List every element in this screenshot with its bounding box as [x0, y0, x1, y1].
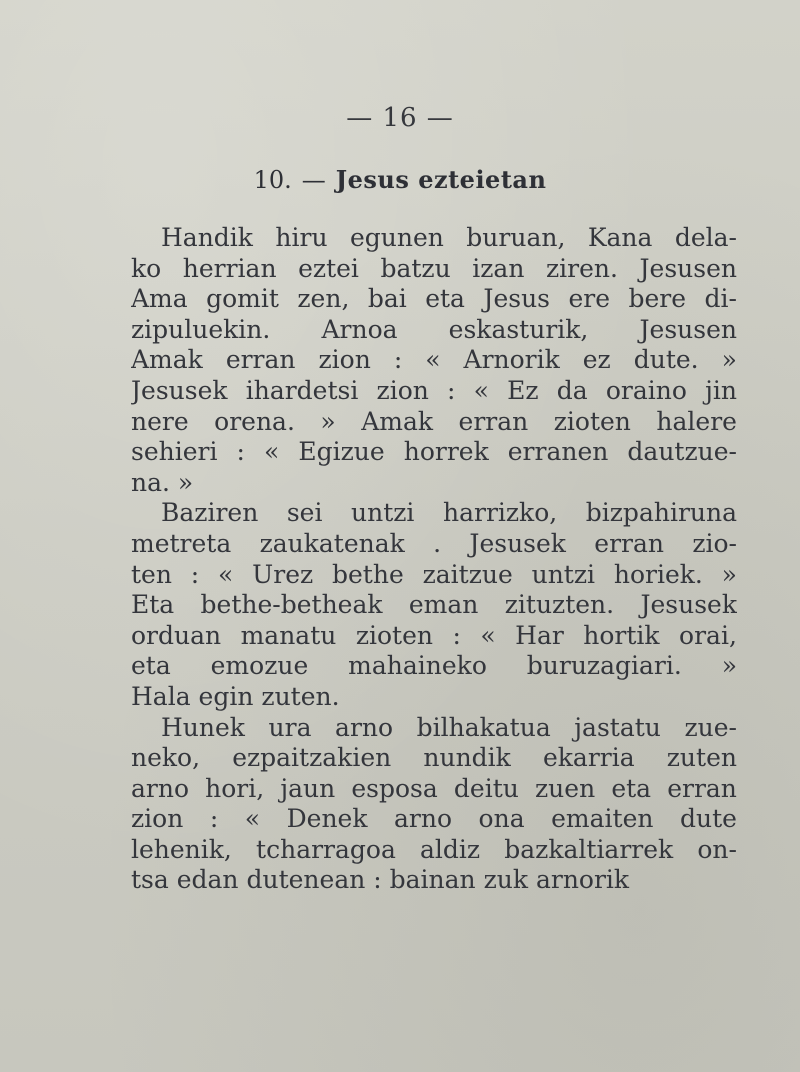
- word: Jesusek: [469, 528, 566, 558]
- word: herrian: [182, 253, 277, 283]
- word: jaun: [280, 773, 336, 803]
- paragraph-2: [131, 498, 737, 712]
- word: bethe-betheak: [200, 590, 383, 620]
- word: lehenik,: [131, 834, 232, 864]
- word: Amak: [361, 406, 434, 436]
- word: bai: [367, 284, 407, 314]
- word: zaitzue: [422, 559, 513, 589]
- word: zituzten.: [504, 590, 615, 620]
- word: orduan: [131, 620, 222, 650]
- word: Jesusen: [639, 253, 737, 283]
- word: zipuluekin.: [131, 314, 271, 344]
- chapter-title: Jesus ezteietan: [335, 165, 547, 194]
- text-line: [131, 774, 737, 805]
- word: bilhakatua: [416, 712, 551, 742]
- word: hortik: [583, 620, 660, 650]
- text-line: [131, 560, 737, 591]
- word: zioten: [553, 406, 631, 436]
- text-line: [131, 468, 737, 499]
- line-text: Hala egin zuten.: [131, 681, 340, 711]
- word: ten: [131, 559, 172, 589]
- word: esposa: [351, 773, 438, 803]
- word: oraino: [605, 375, 687, 405]
- word: :: [209, 804, 219, 834]
- text-line: [131, 376, 737, 407]
- text-line: [131, 651, 737, 682]
- word: jin: [705, 375, 737, 405]
- word: ko: [131, 253, 162, 283]
- word: Amak: [131, 345, 203, 375]
- word: zion: [318, 345, 371, 375]
- text-line: [131, 345, 737, 376]
- word: ona: [478, 804, 525, 834]
- text-line: [131, 315, 737, 346]
- chapter-separator: —: [301, 166, 326, 194]
- word: egunen: [349, 223, 444, 252]
- word: emaiten: [551, 804, 654, 834]
- word: ezpaitzakien: [232, 743, 392, 773]
- word: erran: [225, 345, 296, 375]
- word: untzi: [531, 559, 596, 589]
- text-line: [131, 529, 737, 560]
- word: sei: [286, 498, 323, 528]
- word: halere: [656, 406, 737, 436]
- word: arno: [394, 804, 453, 834]
- word: zuen: [535, 773, 596, 803]
- word: Handik: [161, 223, 253, 252]
- word: ura: [268, 712, 312, 742]
- word: Hunek: [161, 712, 245, 742]
- paragraph-1: [131, 223, 737, 498]
- word: di-: [704, 284, 737, 314]
- text-line: [131, 743, 737, 774]
- word: eskasturik,: [448, 314, 589, 344]
- word: :: [190, 559, 200, 589]
- text-line: [131, 590, 737, 621]
- text-line: [131, 835, 737, 866]
- word: zio-: [692, 528, 737, 558]
- word: erran: [458, 406, 529, 436]
- word: arno: [335, 712, 394, 742]
- word: on-: [697, 834, 737, 864]
- word: Urez: [252, 559, 314, 589]
- word: eztei: [298, 253, 359, 283]
- word: zion: [131, 804, 184, 834]
- text-line: [131, 621, 737, 652]
- word: buruan,: [466, 223, 566, 252]
- text-line: [131, 407, 737, 438]
- word: Arnoa: [321, 314, 398, 344]
- word: sehieri: [131, 437, 218, 467]
- text-line: [131, 437, 737, 468]
- word: buruzagiari.: [526, 651, 682, 681]
- word: bethe: [332, 559, 404, 589]
- word: .: [433, 528, 442, 558]
- word: :: [393, 345, 403, 375]
- word: Jesusek: [131, 375, 228, 405]
- word: zaukatenak: [259, 528, 405, 558]
- word: «: [264, 437, 280, 467]
- word: da: [556, 375, 588, 405]
- word: Jesus: [483, 284, 550, 314]
- word: Jesusek: [640, 590, 737, 620]
- body-text: [131, 223, 737, 896]
- word: metreta: [131, 528, 232, 558]
- word: «: [425, 345, 441, 375]
- word: ekarria: [542, 743, 635, 773]
- word: bazkaltiarrek: [504, 834, 674, 864]
- word: horrek: [403, 437, 489, 467]
- line-text: na. »: [131, 467, 194, 497]
- text-line: [131, 682, 737, 713]
- word: ez: [582, 345, 611, 375]
- word: erran: [594, 528, 664, 558]
- word: »: [320, 406, 336, 436]
- word: izan: [472, 253, 525, 283]
- word: horiek.: [613, 559, 703, 589]
- word: nundik: [423, 743, 511, 773]
- word: ihardetsi: [245, 375, 359, 405]
- word: neko,: [131, 743, 201, 773]
- word: nere: [131, 406, 189, 436]
- chapter-heading: [0, 165, 800, 194]
- word: aldiz: [420, 834, 481, 864]
- word: zen,: [297, 284, 350, 314]
- word: Denek: [286, 804, 368, 834]
- word: bizpahiruna: [585, 498, 737, 528]
- word: manatu: [240, 620, 337, 650]
- word: dautzue-: [627, 437, 737, 467]
- chapter-number: 10.: [253, 166, 292, 194]
- word: dute: [679, 804, 737, 834]
- word: emozue: [210, 651, 309, 681]
- word: deitu: [453, 773, 519, 803]
- word: Ama: [131, 284, 188, 314]
- word: hori,: [205, 773, 265, 803]
- word: zue-: [684, 712, 737, 742]
- word: :: [452, 620, 461, 650]
- word: gomit: [206, 284, 279, 314]
- word: Kana: [587, 223, 653, 252]
- page-number: — 16 —: [346, 103, 454, 133]
- word: «: [218, 559, 234, 589]
- word: ziren.: [545, 253, 618, 283]
- word: eta: [425, 284, 465, 314]
- word: Jesusen: [639, 314, 737, 344]
- text-line: [131, 804, 737, 835]
- word: Egizue: [298, 437, 385, 467]
- word: zuten: [666, 743, 737, 773]
- word: eman: [408, 590, 479, 620]
- word: :: [447, 375, 456, 405]
- word: «: [244, 804, 261, 834]
- word: eta: [131, 651, 171, 681]
- word: erran: [667, 773, 737, 803]
- text-line: [131, 284, 737, 315]
- word: erranen: [507, 437, 609, 467]
- word: tcharragoa: [256, 834, 396, 864]
- text-line: [131, 254, 737, 285]
- text-line: [131, 865, 737, 896]
- word: »: [721, 559, 737, 589]
- word: dela-: [674, 223, 737, 252]
- word: untzi: [351, 498, 415, 528]
- paragraph-3: [131, 713, 737, 897]
- word: bere: [628, 284, 686, 314]
- text-line: [131, 713, 737, 744]
- word: harrizko,: [442, 498, 558, 528]
- word: jastatu: [574, 712, 661, 742]
- line-text: tsa edan dutenean : bainan zuk arnorik: [131, 865, 630, 895]
- text-line: [131, 223, 737, 254]
- word: batzu: [380, 253, 451, 283]
- word: hiru: [275, 223, 328, 252]
- word: mahaineko: [348, 651, 487, 681]
- word: «: [473, 375, 489, 405]
- word: zioten: [355, 620, 433, 650]
- word: »: [721, 651, 737, 681]
- word: Ez: [507, 375, 539, 405]
- word: dute.: [633, 345, 699, 375]
- word: zion: [376, 375, 429, 405]
- word: eta: [611, 773, 652, 803]
- word: «: [480, 620, 496, 650]
- word: Eta: [131, 590, 175, 620]
- word: orena.: [214, 406, 295, 436]
- word: orai,: [679, 620, 737, 650]
- word: »: [721, 345, 737, 375]
- word: :: [236, 437, 245, 467]
- word: arno: [131, 773, 190, 803]
- word: ere: [568, 284, 610, 314]
- word: Har: [515, 620, 564, 650]
- word: Baziren: [161, 498, 259, 528]
- text-line: [131, 498, 737, 529]
- word: Arnorik: [463, 345, 560, 375]
